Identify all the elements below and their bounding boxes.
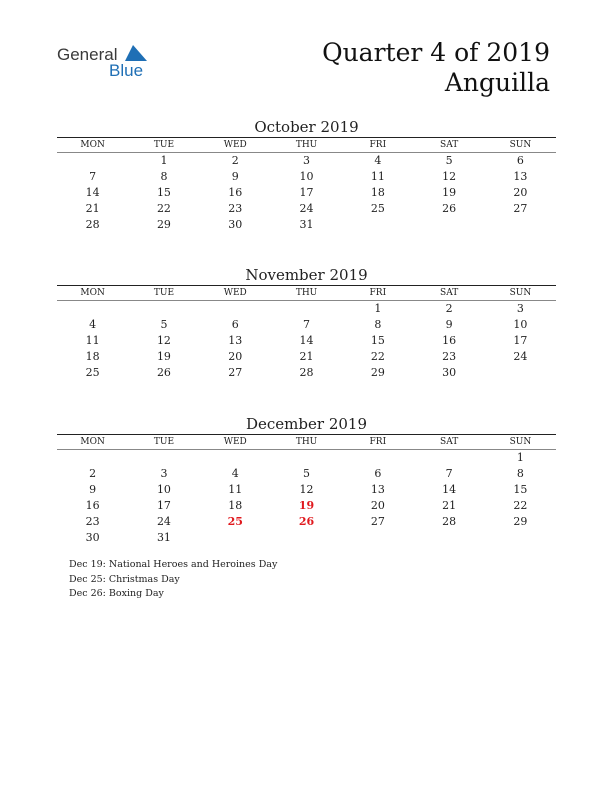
day-cell	[271, 301, 342, 317]
day-cell: 24	[513, 350, 528, 363]
day-cell: 10	[156, 483, 171, 496]
day-cell: 9	[89, 483, 97, 496]
day-cell	[342, 217, 413, 233]
day-cell: 27	[513, 202, 528, 215]
day-cell: 25	[85, 366, 100, 379]
day-cell: 11	[370, 170, 385, 183]
day-cell: 10	[299, 170, 314, 183]
day-cell: 9	[231, 170, 239, 183]
day-cell: 26	[156, 366, 171, 379]
day-cell	[57, 153, 128, 169]
day-cell: 2	[231, 154, 239, 167]
day-cell	[485, 365, 556, 381]
day-cell: 7	[445, 467, 453, 480]
logo-general-text: General	[57, 45, 118, 64]
weekday-header: SUN	[485, 286, 556, 301]
day-cell: 30	[85, 531, 100, 544]
day-cell: 12	[299, 483, 314, 496]
day-cell: 6	[516, 154, 524, 167]
page-title	[322, 38, 550, 98]
day-cell	[271, 450, 342, 466]
day-cell: 13	[370, 483, 385, 496]
day-cell: 17	[299, 186, 314, 199]
day-cell: 4	[89, 318, 97, 331]
day-cell: 23	[442, 350, 457, 363]
day-cell: 2	[89, 467, 97, 480]
day-cell	[271, 530, 342, 546]
day-cell: 10	[513, 318, 528, 331]
day-cell: 16	[228, 186, 243, 199]
day-cell: 30	[442, 366, 457, 379]
day-cell: 12	[442, 170, 457, 183]
logo	[57, 43, 167, 83]
weekday-header: SUN	[485, 138, 556, 153]
day-cell: 8	[160, 170, 168, 183]
day-cell: 15	[156, 186, 171, 199]
day-cell: 28	[299, 366, 314, 379]
day-cell: 16	[85, 499, 100, 512]
weekday-header: SAT	[413, 138, 484, 153]
day-cell	[57, 301, 128, 317]
month-october	[57, 117, 556, 233]
day-cell: 30	[228, 218, 243, 231]
calendar-grid	[57, 285, 556, 381]
day-cell: 13	[228, 334, 243, 347]
day-cell: 17	[513, 334, 528, 347]
day-cell: 9	[445, 318, 453, 331]
day-cell: 6	[231, 318, 239, 331]
holiday-notes	[69, 558, 277, 602]
day-cell: 8	[516, 467, 524, 480]
day-cell: 14	[299, 334, 314, 347]
month-december	[57, 414, 556, 546]
month-title: December 2019	[246, 415, 367, 433]
day-cell	[128, 301, 199, 317]
day-cell: 12	[156, 334, 171, 347]
weekday-header: FRI	[342, 435, 413, 450]
weekday-header: FRI	[342, 138, 413, 153]
month-title: October 2019	[254, 118, 359, 136]
holiday-note: Dec 26: Boxing Day	[69, 588, 164, 599]
weekday-header: THU	[271, 286, 342, 301]
day-cell: 5	[303, 467, 311, 480]
day-cell: 20	[370, 499, 385, 512]
title-country: Anguilla	[444, 68, 550, 97]
day-cell: 6	[374, 467, 382, 480]
weekday-header: MON	[57, 138, 128, 153]
day-cell: 1	[516, 451, 524, 464]
day-cell: 28	[85, 218, 100, 231]
weekday-header: SUN	[485, 435, 556, 450]
weekday-header: FRI	[342, 286, 413, 301]
day-cell: 4	[374, 154, 382, 167]
day-cell: 23	[85, 515, 100, 528]
day-cell: 24	[299, 202, 314, 215]
day-cell	[200, 450, 271, 466]
day-cell: 15	[370, 334, 385, 347]
day-cell	[200, 530, 271, 546]
day-cell: 20	[228, 350, 243, 363]
day-cell: 5	[445, 154, 453, 167]
day-cell: 16	[442, 334, 457, 347]
day-cell: 3	[516, 302, 524, 315]
day-cell: 14	[85, 186, 100, 199]
weekday-header: TUE	[128, 435, 199, 450]
day-cell: 4	[231, 467, 239, 480]
day-cell	[413, 530, 484, 546]
day-cell: 14	[442, 483, 457, 496]
calendar-grid	[57, 434, 556, 546]
day-cell: 1	[160, 154, 168, 167]
day-cell: 28	[442, 515, 457, 528]
weekday-header: WED	[200, 138, 271, 153]
holiday-note: Dec 25: Christmas Day	[69, 573, 180, 585]
day-cell: 7	[303, 318, 311, 331]
month-title: November 2019	[245, 266, 368, 284]
day-cell	[128, 450, 199, 466]
day-cell: 26	[442, 202, 457, 215]
day-cell: 3	[160, 467, 168, 480]
day-cell: 15	[513, 483, 528, 496]
day-cell: 22	[370, 350, 385, 363]
day-cell	[485, 530, 556, 546]
weekday-header: WED	[200, 435, 271, 450]
day-cell	[413, 217, 484, 233]
title-quarter: Quarter 4 of 2019	[322, 38, 550, 67]
day-cell: 27	[228, 366, 243, 379]
day-cell	[342, 530, 413, 546]
day-cell: 18	[370, 186, 385, 199]
day-cell: 25	[370, 202, 385, 215]
holiday-day-cell: 26	[298, 515, 315, 528]
day-cell: 23	[228, 202, 243, 215]
day-cell: 21	[85, 202, 100, 215]
day-cell: 2	[445, 302, 453, 315]
day-cell: 5	[160, 318, 168, 331]
weekday-header: THU	[271, 138, 342, 153]
calendar-grid	[57, 137, 556, 233]
weekday-header: SAT	[413, 286, 484, 301]
day-cell: 29	[156, 218, 171, 231]
weekday-header: TUE	[128, 286, 199, 301]
holiday-day-cell: 25	[227, 515, 243, 528]
day-cell: 18	[85, 350, 100, 363]
day-cell	[485, 217, 556, 233]
day-cell: 7	[89, 170, 97, 183]
day-cell: 29	[370, 366, 385, 379]
day-cell: 1	[374, 302, 382, 315]
day-cell: 31	[299, 218, 314, 231]
day-cell: 11	[85, 334, 100, 347]
day-cell: 24	[156, 515, 171, 528]
holiday-note: Dec 19: National Heroes and Heroines Day	[69, 559, 278, 570]
day-cell: 3	[303, 154, 311, 167]
day-cell: 31	[156, 531, 171, 544]
day-cell: 20	[513, 186, 528, 199]
day-cell: 22	[156, 202, 171, 215]
day-cell	[413, 450, 484, 466]
day-cell: 19	[156, 350, 171, 363]
logo-blue-text: Blue	[109, 61, 144, 80]
day-cell	[57, 450, 128, 466]
day-cell	[200, 301, 271, 317]
weekday-header: MON	[57, 435, 128, 450]
month-november	[57, 265, 556, 381]
day-cell: 29	[513, 515, 528, 528]
weekday-header: SAT	[413, 435, 484, 450]
day-cell	[342, 450, 413, 466]
weekday-header: TUE	[128, 138, 199, 153]
day-cell: 8	[374, 318, 382, 331]
day-cell: 13	[513, 170, 528, 183]
day-cell: 27	[370, 515, 385, 528]
day-cell: 11	[228, 483, 243, 496]
day-cell: 22	[513, 499, 528, 512]
weekday-header: MON	[57, 286, 128, 301]
day-cell: 18	[228, 499, 243, 512]
weekday-header: THU	[271, 435, 342, 450]
holiday-day-cell: 19	[298, 499, 315, 512]
day-cell: 19	[442, 186, 457, 199]
weekday-header: WED	[200, 286, 271, 301]
day-cell: 21	[299, 350, 314, 363]
logo-triangle-icon	[125, 45, 147, 61]
day-cell: 17	[156, 499, 171, 512]
day-cell: 21	[442, 499, 457, 512]
